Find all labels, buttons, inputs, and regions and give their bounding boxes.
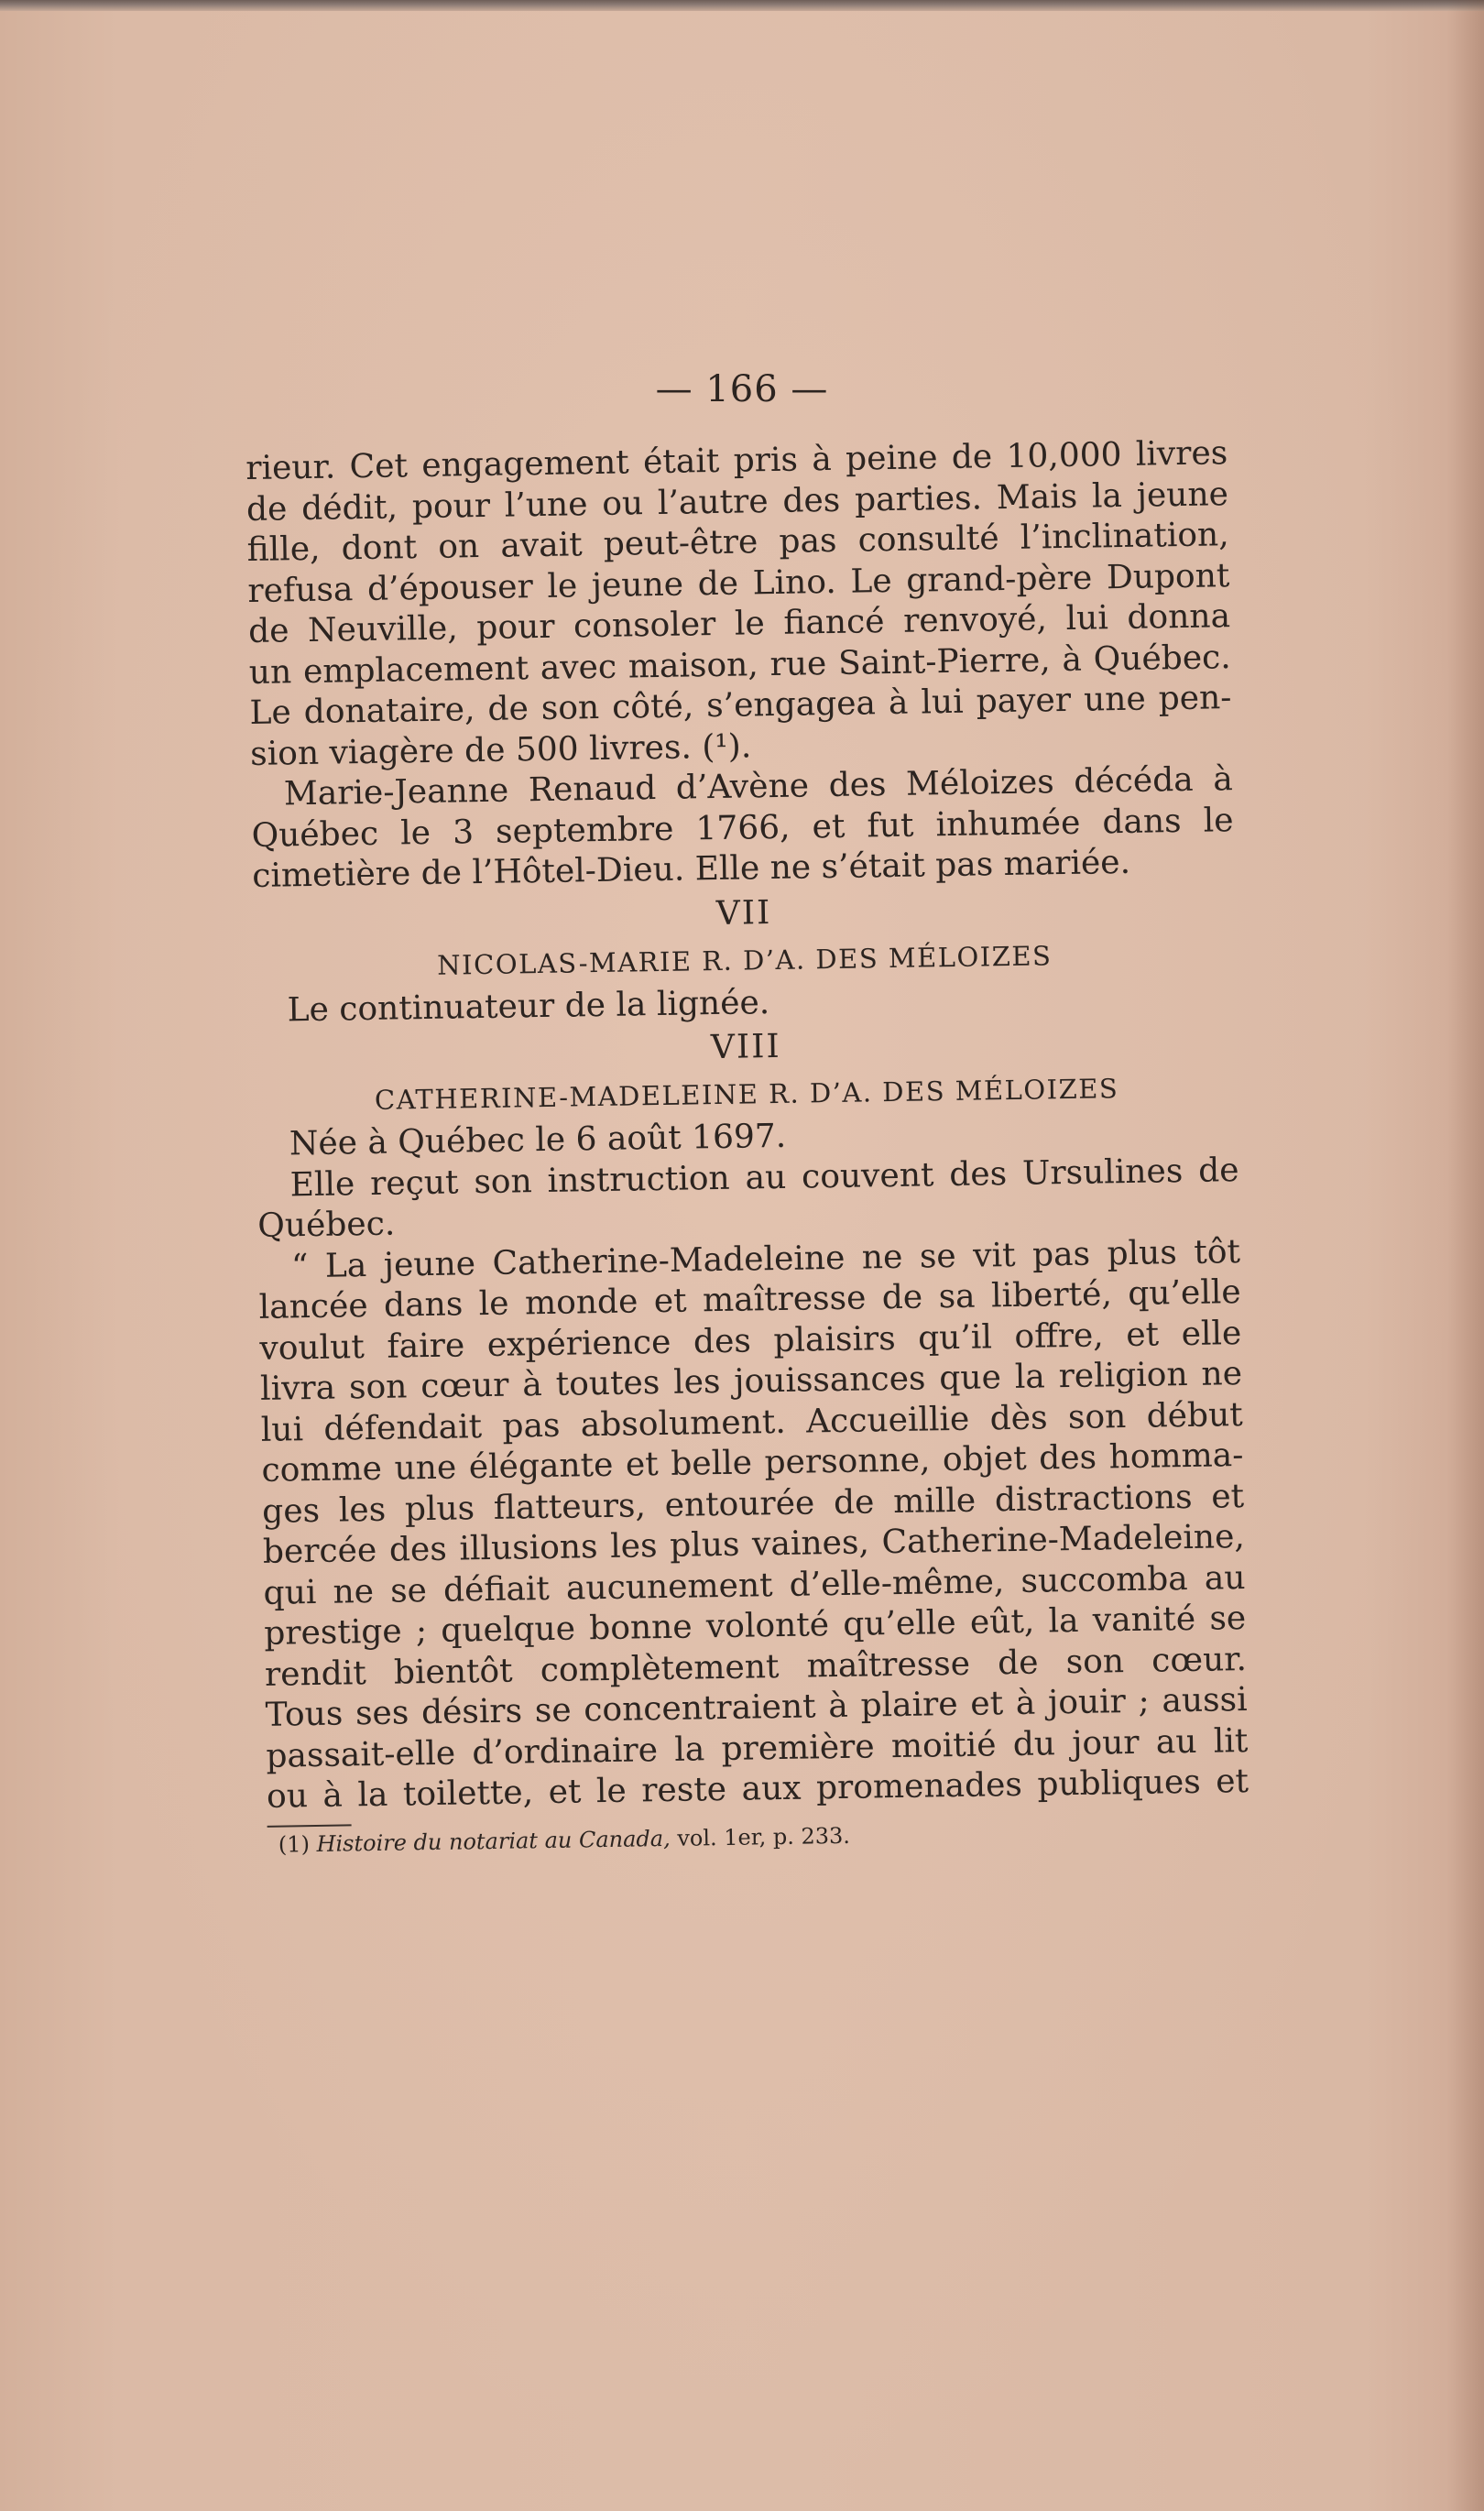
text-line: Le continuateur de la lignée. — [287, 983, 770, 1029]
text-line: voulut faire expérience des plaisirs qu’il offre, et elle — [259, 1314, 1242, 1368]
text-line: rieur. Cet engagement était pris à peine de 10,000 livres — [246, 434, 1228, 487]
text-line: Québec le 3 septembre 1766, et fut inhumée dans le — [251, 801, 1234, 855]
text-line: Née à Québec le 6 août 1697. — [289, 1117, 787, 1163]
text-line: ges les plus flatteurs, entourée de mille distractions et — [261, 1477, 1245, 1531]
text-line: passait-elle d’ordinaire la première moitié du jour au lit — [266, 1721, 1249, 1775]
text-line: Marie-Jeanne Renaud d’Avène des Méloizes décéda à — [283, 760, 1234, 813]
text-line: “ La jeune Catherine-Madeleine ne se vit pas plus tôt — [290, 1232, 1241, 1285]
text-line: de dédit, pour l’une ou l’autre des parties. Mais la jeune — [246, 475, 1229, 529]
text-line: rendit bientôt complètement maîtresse de son cœur. — [264, 1640, 1248, 1694]
text-line: Elle reçut son instruction au couvent des Ursulines de — [289, 1151, 1239, 1204]
text-line: fille, dont on avait peut-être pas consulté l’inclination, — [246, 516, 1229, 569]
text-line: lui défendait pas absolument. Accueillie dès son début — [260, 1395, 1244, 1449]
page-number: — 166 — — [655, 368, 829, 410]
text-line: sion viagère de 500 livres. (¹). — [249, 726, 752, 773]
text-line: ou à la toilette, et le reste aux promenades publiques et — [266, 1762, 1249, 1816]
text-line: un emplacement avec maison, rue Saint-Pierre, à Québec. — [248, 638, 1232, 692]
body-text — [246, 433, 1249, 1861]
text-line: cimetière de l’Hôtel-Dieu. Elle ne s’était pas mariée. — [252, 843, 1131, 895]
text-line: de Neuville, pour consoler le fiancé renvoyé, lui donna — [247, 597, 1231, 650]
footnote — [267, 1811, 1249, 1861]
section-name: NICOLAS-MARIE R. D’A. DES MÉLOIZES — [436, 939, 1053, 981]
page-top-border — [0, 0, 1484, 11]
text-line: comme une élégante et belle personne, objet des homma- — [261, 1436, 1244, 1490]
section-numeral: VII — [715, 893, 772, 933]
section-name: CATHERINE-MADELEINE R. D’A. DES MÉLOIZES — [374, 1073, 1119, 1116]
text-line: bercée des illusions les plus vaines, Catherine-Madeleine, — [262, 1518, 1246, 1571]
text-line: Tous ses désirs se concentraient à plaire et à jouir ; aussi — [265, 1680, 1248, 1734]
text-line: refusa d’épouser le jeune de Lino. Le grand-père Dupont — [247, 556, 1230, 610]
footnote-title: Histoire du notariat au Canada, — [316, 1825, 671, 1857]
footnote-reference: vol. 1er, p. 233. — [677, 1822, 851, 1851]
section-numeral: VIII — [710, 1027, 781, 1067]
text-line: qui ne se défiait aucunement d’elle-même, succomba au — [263, 1558, 1246, 1612]
text-line: prestige ; quelque bonne volonté qu’elle eût, la vanité se — [263, 1599, 1247, 1653]
text-line: livra son cœur à toutes les jouissances que la religion ne — [259, 1355, 1243, 1408]
footnote-marker: (1) — [278, 1830, 311, 1858]
text-line: Québec. — [257, 1205, 396, 1245]
text-line: Le donataire, de son côté, s’engagea à lui payer une pen- — [249, 679, 1232, 732]
text-line: lancée dans le monde et maîtresse de sa liberté, qu’elle — [258, 1273, 1241, 1326]
